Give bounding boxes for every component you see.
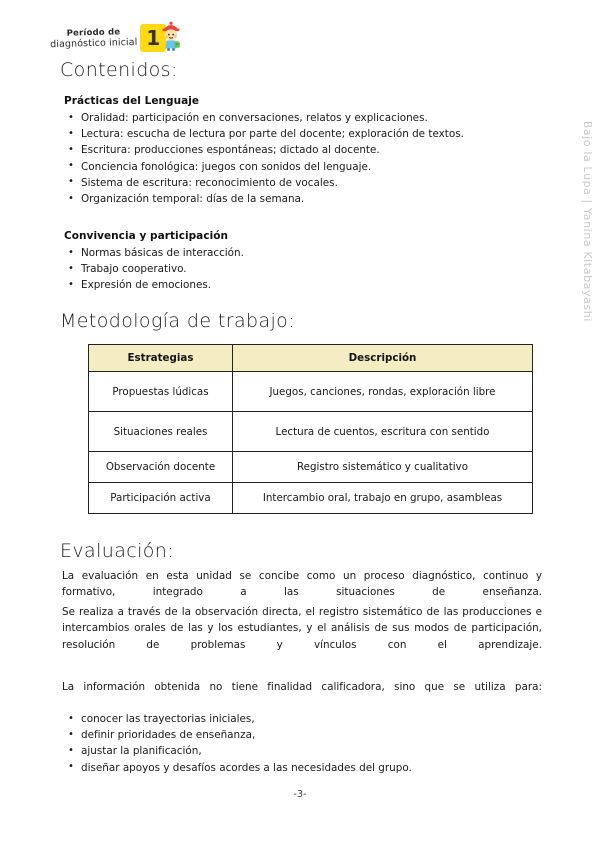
list-item: • ajustar la planificación, (64, 743, 412, 759)
cell-estrategia: Observación docente (89, 452, 233, 483)
cell-descripcion: Juegos, canciones, rondas, exploración libre (233, 372, 533, 412)
list-evaluacion-usos (64, 711, 412, 776)
list-item: • Expresión de emociones. (64, 277, 244, 293)
logo-line-1: Período de (66, 26, 121, 39)
table-row (89, 372, 533, 412)
side-watermark (581, 121, 594, 322)
column-header-estrategias: Estrategias (89, 345, 233, 372)
list-item: • Escritura: producciones espontáneas; dictado al docente. (64, 142, 464, 158)
table-row (89, 483, 533, 514)
list-item: • Sistema de escritura: reconocimiento de vocales. (64, 175, 464, 191)
column-header-descripcion: Descripción (233, 345, 533, 372)
cell-descripcion: Lectura de cuentos, escritura con sentido (233, 412, 533, 452)
list-item: • conocer las trayectorias iniciales, (64, 711, 412, 727)
cell-estrategia: Situaciones reales (89, 412, 233, 452)
unit-number-badge: 1 (140, 24, 166, 52)
page-number: -3- (293, 789, 307, 800)
subheading-practicas-del-lenguaje: Prácticas del Lenguaje (64, 95, 200, 107)
list-convivencia-y-participacion (64, 245, 244, 294)
list-item: • Oralidad: participación en conversaciones, relatos y explicaciones. (64, 110, 464, 126)
cell-estrategia: Propuestas lúdicas (89, 372, 233, 412)
evaluacion-paragraph-2: Se realiza a través de la observación directa, el registro sistemático de las producciones e intercambios orales de las y los estudiantes, y el análisis de sus modos de participación, resolución de problemas y vínculos con el aprendizaje. (62, 606, 542, 651)
list-item: • Lectura: escucha de lectura por parte del docente; exploración de textos. (64, 126, 464, 142)
section-heading-evaluacion: Evaluación: (60, 540, 175, 562)
logo-text (50, 27, 138, 48)
section-heading-contenidos: Contenidos: (60, 59, 178, 81)
list-item: • Normas básicas de interacción. (64, 245, 244, 261)
list-item: • Conciencia fonológica: juegos con sonidos del lenguaje. (64, 159, 464, 175)
watermark-text: Bajo la Lupa | Yanina Kitabayashi (581, 120, 594, 322)
list-item: • definir prioridades de enseñanza, (64, 727, 412, 743)
list-item: • Organización temporal: días de la semana. (64, 191, 464, 207)
cell-descripcion: Registro sistemático y cualitativo (233, 452, 533, 483)
table-row (89, 452, 533, 483)
evaluacion-paragraph-3: La información obtenida no tiene finalidad calificadora, sino que se utiliza para: (62, 681, 542, 693)
child-character-icon (160, 21, 182, 56)
cell-descripcion: Intercambio oral, trabajo en grupo, asambleas (233, 483, 533, 514)
list-item: • Trabajo cooperativo. (64, 261, 244, 277)
list-item: • diseñar apoyos y desafíos acordes a las necesidades del grupo. (64, 760, 412, 776)
section-heading-metodologia: Metodología de trabajo: (60, 310, 296, 332)
cell-estrategia: Participación activa (89, 483, 233, 514)
methodology-table-wrapper (88, 344, 532, 514)
evaluacion-paragraph-1: La evaluación en esta unidad se concibe como un proceso diagnóstico, continuo y formativo, integrado a las situaciones de enseñanza. (62, 570, 542, 599)
brand-logo (50, 18, 182, 58)
logo-line-2: diagnóstico inicial (49, 35, 138, 50)
subheading-convivencia-y-participacion: Convivencia y participación (64, 230, 229, 242)
list-practicas-del-lenguaje (64, 110, 464, 207)
table-row (89, 412, 533, 452)
methodology-table (88, 344, 533, 514)
table-header-row (89, 345, 533, 372)
